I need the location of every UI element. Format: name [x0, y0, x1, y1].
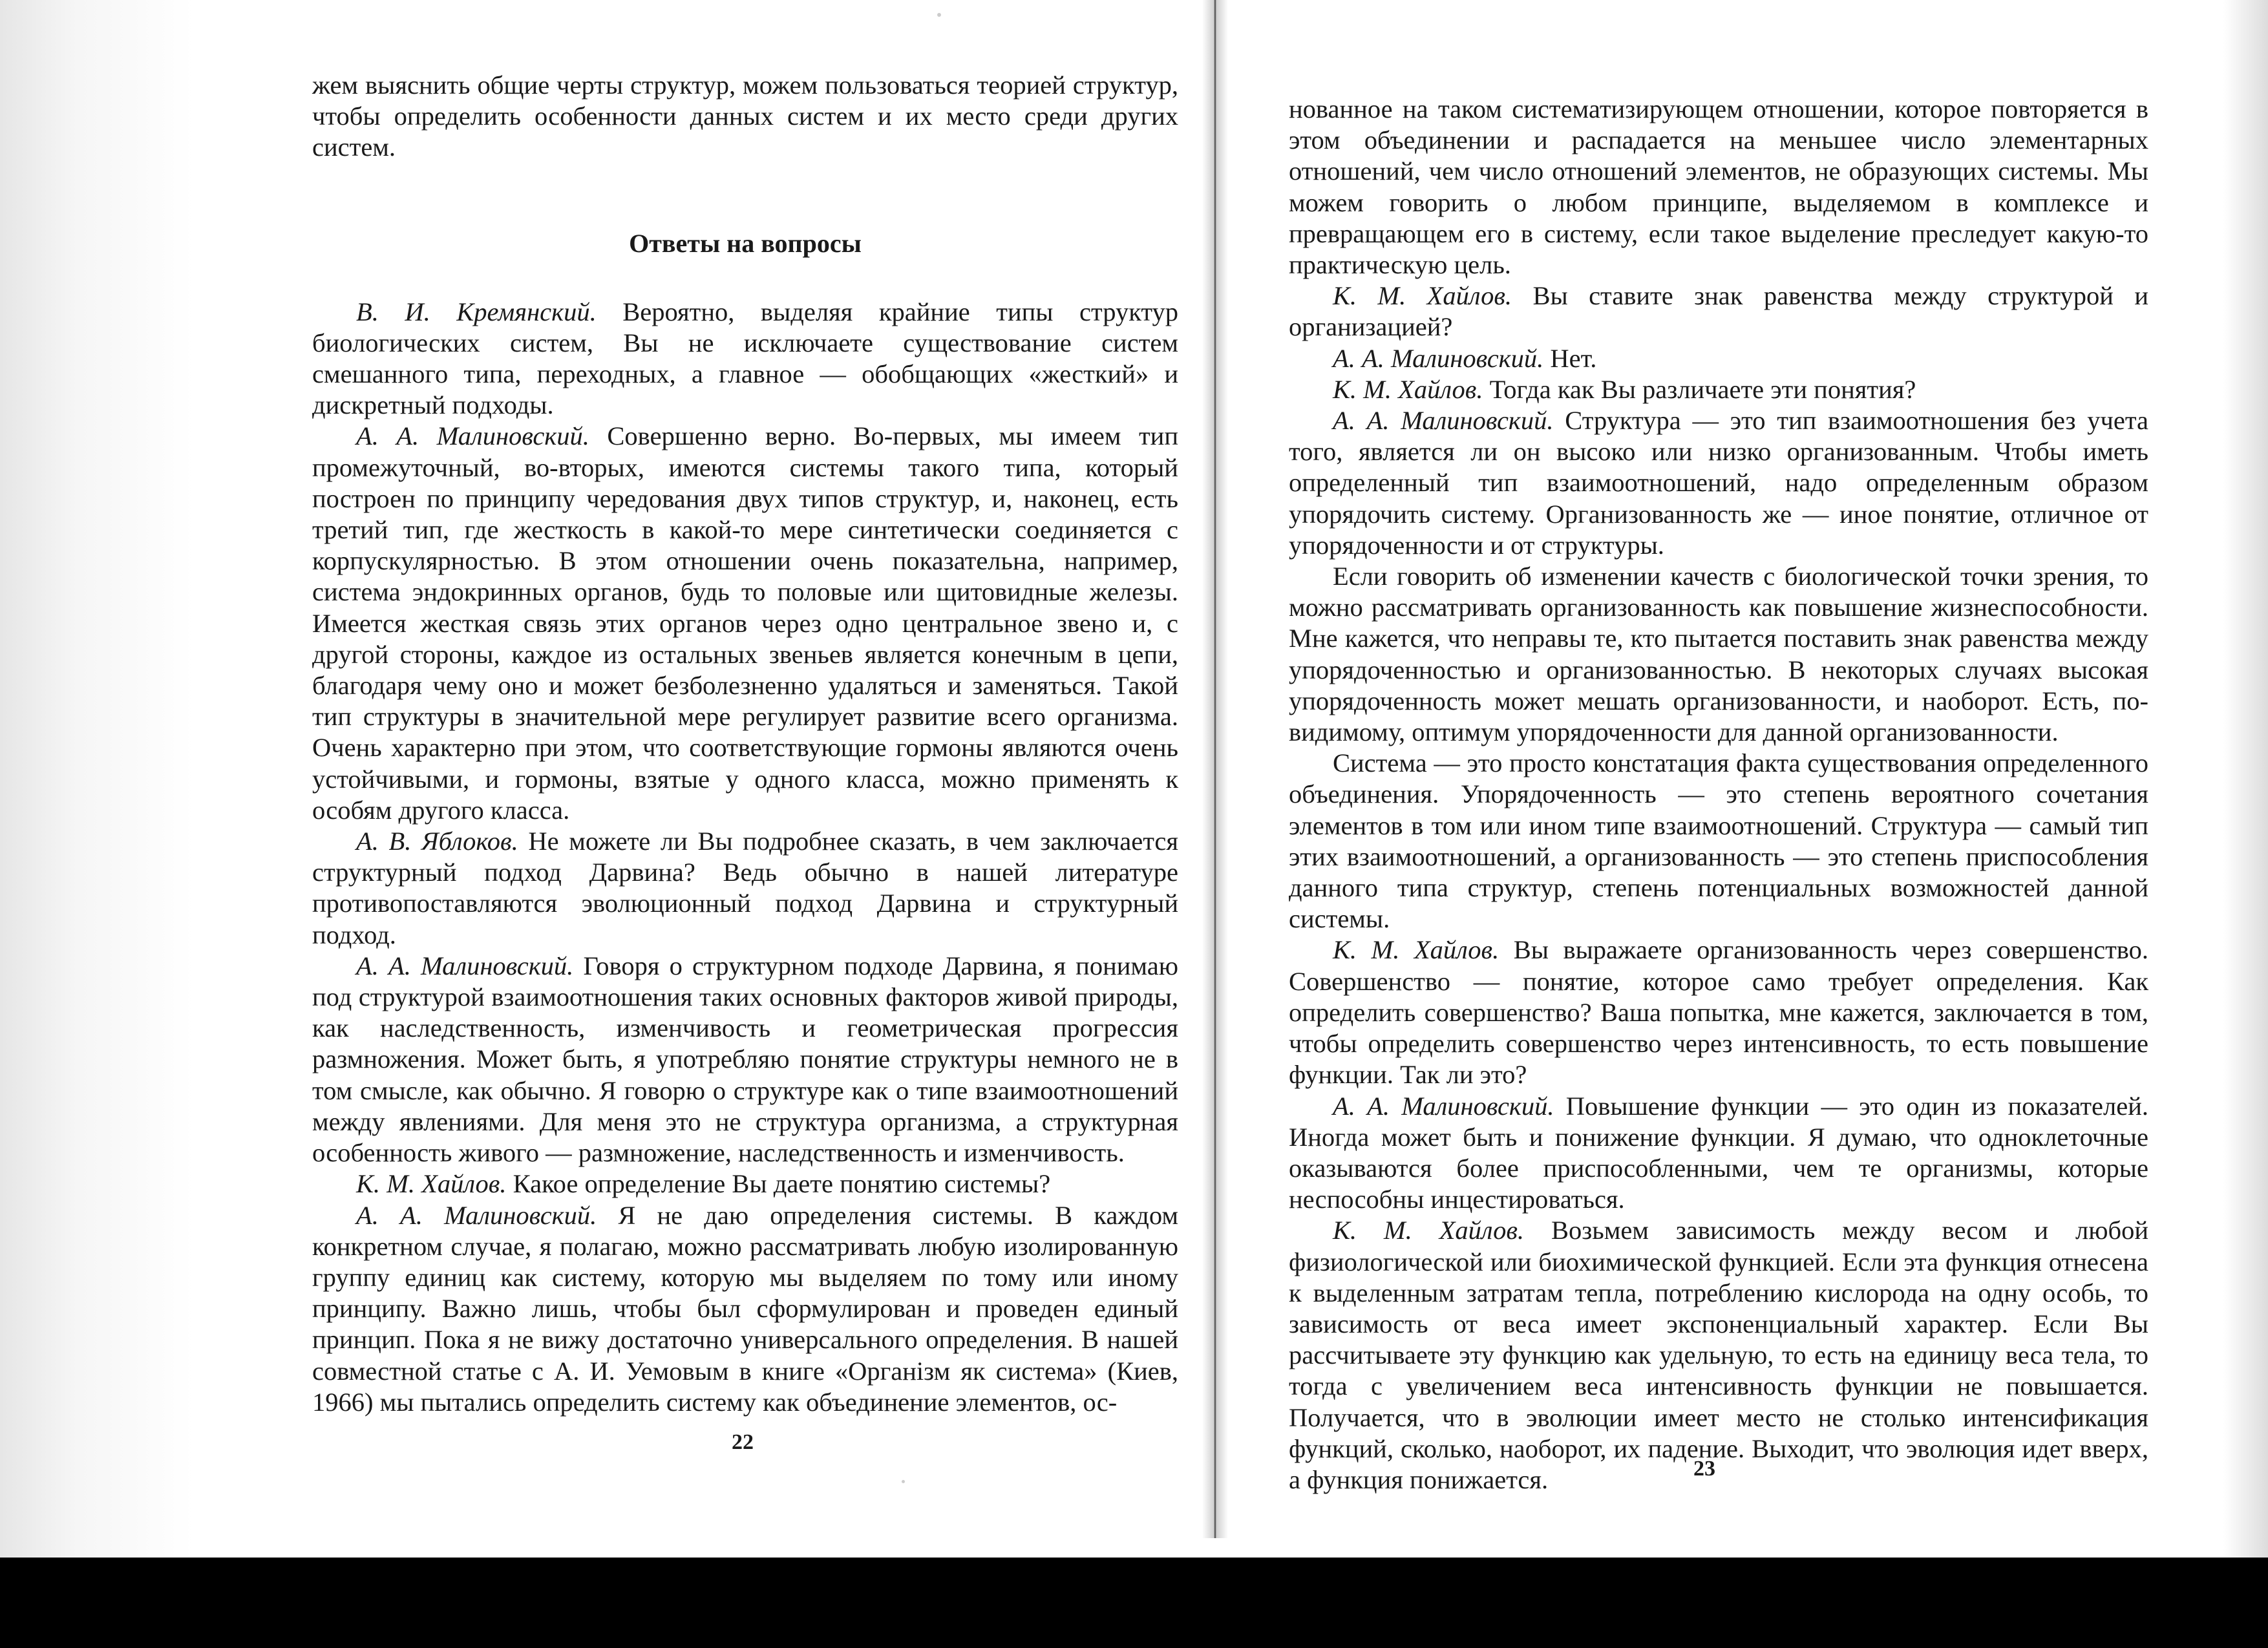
paragraph	[1289, 935, 2148, 1090]
paragraph	[1289, 748, 2148, 935]
speaker-name: А. А. Малиновский.	[1333, 343, 1544, 373]
paragraph	[312, 1168, 1178, 1199]
paragraph-text: Нет.	[1550, 343, 1597, 373]
page-left-shadow	[0, 0, 194, 1558]
speaker-name: К. М. Хайлов.	[356, 1169, 507, 1199]
paragraph	[1289, 561, 2148, 748]
speaker-name: А. А. Малиновский.	[356, 951, 574, 980]
paragraph-text: Возьмем зависимость между весом и любой физиологической или биохимической функцией. Если эта функция отнесена к выделенным затратам тепла, потреблению кислорода на одну особь, то зависимость от веса имеет экспоненциальный характер. Если Вы рассчитываете эту функцию как удельную, то есть на единицу веса тела, то тогда с увеличением веса интенсивность функции не повышается. Получается, что в эволюции имеет место не столько интенсификация функций, сколько, наоборот, их падение. Выходит, что эволюция идет вверх, а функция понижается.	[1289, 1216, 2148, 1494]
paragraph-text: Не можете ли Вы подробнее сказать, в чем заключается структурный подход Дарвина? Ведь обычно в нашей литературе противопоставляются эволюционный подход Дарвина и структурный подход.	[312, 827, 1179, 949]
speaker-name: А. В. Яблоков.	[356, 827, 518, 856]
left-page	[312, 70, 1178, 1418]
paragraph-text: Вы выражаете организованность через совершенство. Совершенство — понятие, которое само требует определения. Как определить совершенство? Ваша попытка, мне кажется, заключается в том, чтобы определить совершенство через интенсивность, то есть повышение функции. Так ли это?	[1289, 935, 2149, 1090]
paragraph	[312, 1200, 1178, 1418]
speaker-name: А. А. Малиновский.	[356, 421, 589, 451]
scan-speck	[902, 1480, 905, 1483]
page-number-left: 22	[732, 1430, 754, 1454]
right-page	[1289, 94, 2148, 1495]
paragraph-text: Говоря о структурном подходе Дарвина, я понимаю под структурой взаимоотношения таких основных факторов живой природы, как наследственность, изменчивость и геометрическая прогрессия размножения. Может быть, я употребляю понятие структуры немного не в том смысле, как обычно. Я говорю о структуре как о типе взаимоотношений между явлениями. Для меня это не структура организма, а структурная особенность живого — размножение, наследственность и изменчивость.	[312, 951, 1178, 1168]
paragraph	[1289, 374, 2148, 405]
speaker-name: А. А. Малиновский.	[1333, 406, 1554, 436]
speaker-name: К. М. Хайлов.	[1333, 1216, 1525, 1245]
paragraph-text: Повышение функции — это один из показателей. Иногда может быть и понижение функции. Я думаю, что одноклеточные оказываются более приспособленными, чем те организмы, которые неспособны инцестироваться.	[1289, 1091, 2149, 1214]
right-page-body	[1289, 94, 2148, 1495]
paragraph	[1289, 1091, 2148, 1216]
left-page-body	[312, 297, 1178, 1418]
paragraph-text: нованное на таком систематизирующем отношении, которое повторяется в этом объединении и распадается на меньшее число элементарных отношений, чем число отношений элементов, не образующих системы. Мы можем говорить о любом принципе, выделяемом в комплексе и превращающем его в систему, если такое выделение преследует какую-то практическую цель.	[1289, 94, 2148, 280]
speaker-name: К. М. Хайлов.	[1333, 935, 1500, 965]
speaker-name: К. М. Хайлов.	[1333, 374, 1483, 404]
paragraph-text: Совершенно верно. Во-первых, мы имеем тип промежуточный, во-вторых, имеются системы такого типа, который построен по принципу чередования двух типов структур, и, наконец, есть третий тип, где жесткость в какой-то мере синтетически соединяется с корпускулярностью. В этом отношении очень показательна, например, система эндокринных органов, будь то половые или щитовидные железы. Имеется жесткая связь этих органов через одно центральное звено и, с другой стороны, каждое из остальных звеньев является конечным в цепи, благодаря чему оно и может безболезненно удаляться и заменяться. Такой тип структуры в значительной мере регулирует развитие всего организма. Очень характерно при этом, что соответствующие гормоны являются очень устойчивыми, и гормоны, взятые у одного класса, можно применять к особям другого класса.	[312, 421, 1178, 825]
paragraph-text: Система — это просто констатация факта существования определенного объединения. Упорядоченность — это степень вероятного сочетания элементов в том или ином типе взаимоотношений. Структура — самый тип этих взаимоотношений, а организованность — это степень приспособления данного типа структур, степень потенциальных возможностей данной системы.	[1289, 748, 2148, 934]
paragraph	[1289, 280, 2148, 343]
book-gutter	[1202, 0, 1228, 1538]
page-number-right: 23	[1693, 1457, 1715, 1481]
paragraph-text: Тогда как Вы различаете эти понятия?	[1489, 374, 1916, 404]
paragraph	[1289, 405, 2148, 561]
scan-bottom-border	[0, 1558, 2268, 1648]
paragraph-text: Я не даю определения системы. В каждом конкретном случае, я полагаю, можно рассматривать любую изолированную группу единиц как систему, которую мы выделяем по тому или иному принципу. Важно лишь, чтобы был сформулирован и проведен единый принцип. Пока я не вижу достаточно универсального определения. В нашей совместной статье с А. И. Уемовым в книге «Органiзм як система» (Киев, 1966) мы пытались определить систему как объединение элементов, ос-	[312, 1200, 1178, 1417]
speaker-name: А. А. Малиновский.	[356, 1200, 597, 1230]
page-right-edge	[2223, 0, 2268, 1558]
section-heading: Ответы на вопросы	[629, 228, 862, 258]
paragraph-text: Вероятно, выделяя крайние типы структур биологических систем, Вы не исключаете существование систем смешанного типа, переходных, а главное — обобщающих «жесткий» и дискретный подходы.	[312, 297, 1179, 420]
paragraph	[1289, 343, 2148, 374]
paragraph-text: Если говорить об изменении качеств с биологической точки зрения, то можно рассматривать организованность как повышение жизнеспособности. Мне кажется, что неправы те, кто пытается поставить знак равенства между упорядоченностью и организованностью. В некоторых случаях высокая упорядоченность может мешать организованности, и наоборот. Есть, по-видимому, оптимум упорядоченности для данной организованности.	[1289, 562, 2148, 747]
scan-speck	[937, 13, 941, 17]
paragraph-text: Вы ставите знак равенства между структурой и организацией?	[1289, 281, 2149, 342]
speaker-name: К. М. Хайлов.	[1333, 281, 1512, 311]
paragraph-text: Структура — это тип взаимоотношения без учета того, является ли он высоко или низко организованным. Чтобы иметь определенный тип взаимоотношений, надо определенным образом упорядочить систему. Организованность же — иное понятие, отличное от упорядоченности и от структуры.	[1289, 406, 2148, 560]
paragraph	[1289, 1215, 2148, 1495]
paragraph	[312, 826, 1178, 951]
paragraph-text: Какое определение Вы даете понятию системы?	[513, 1169, 1051, 1199]
paragraph	[1289, 94, 2148, 280]
paragraph	[312, 421, 1178, 826]
speaker-name: В. И. Кремянский.	[356, 297, 597, 326]
paragraph	[312, 951, 1178, 1168]
speaker-name: А. А. Малиновский.	[1333, 1091, 1554, 1121]
intro-paragraph: жем выяснить общие черты структур, можем пользоваться теорией структур, чтобы определить особенности данных систем и их место среди других систем.	[312, 70, 1178, 162]
paragraph	[312, 297, 1178, 421]
